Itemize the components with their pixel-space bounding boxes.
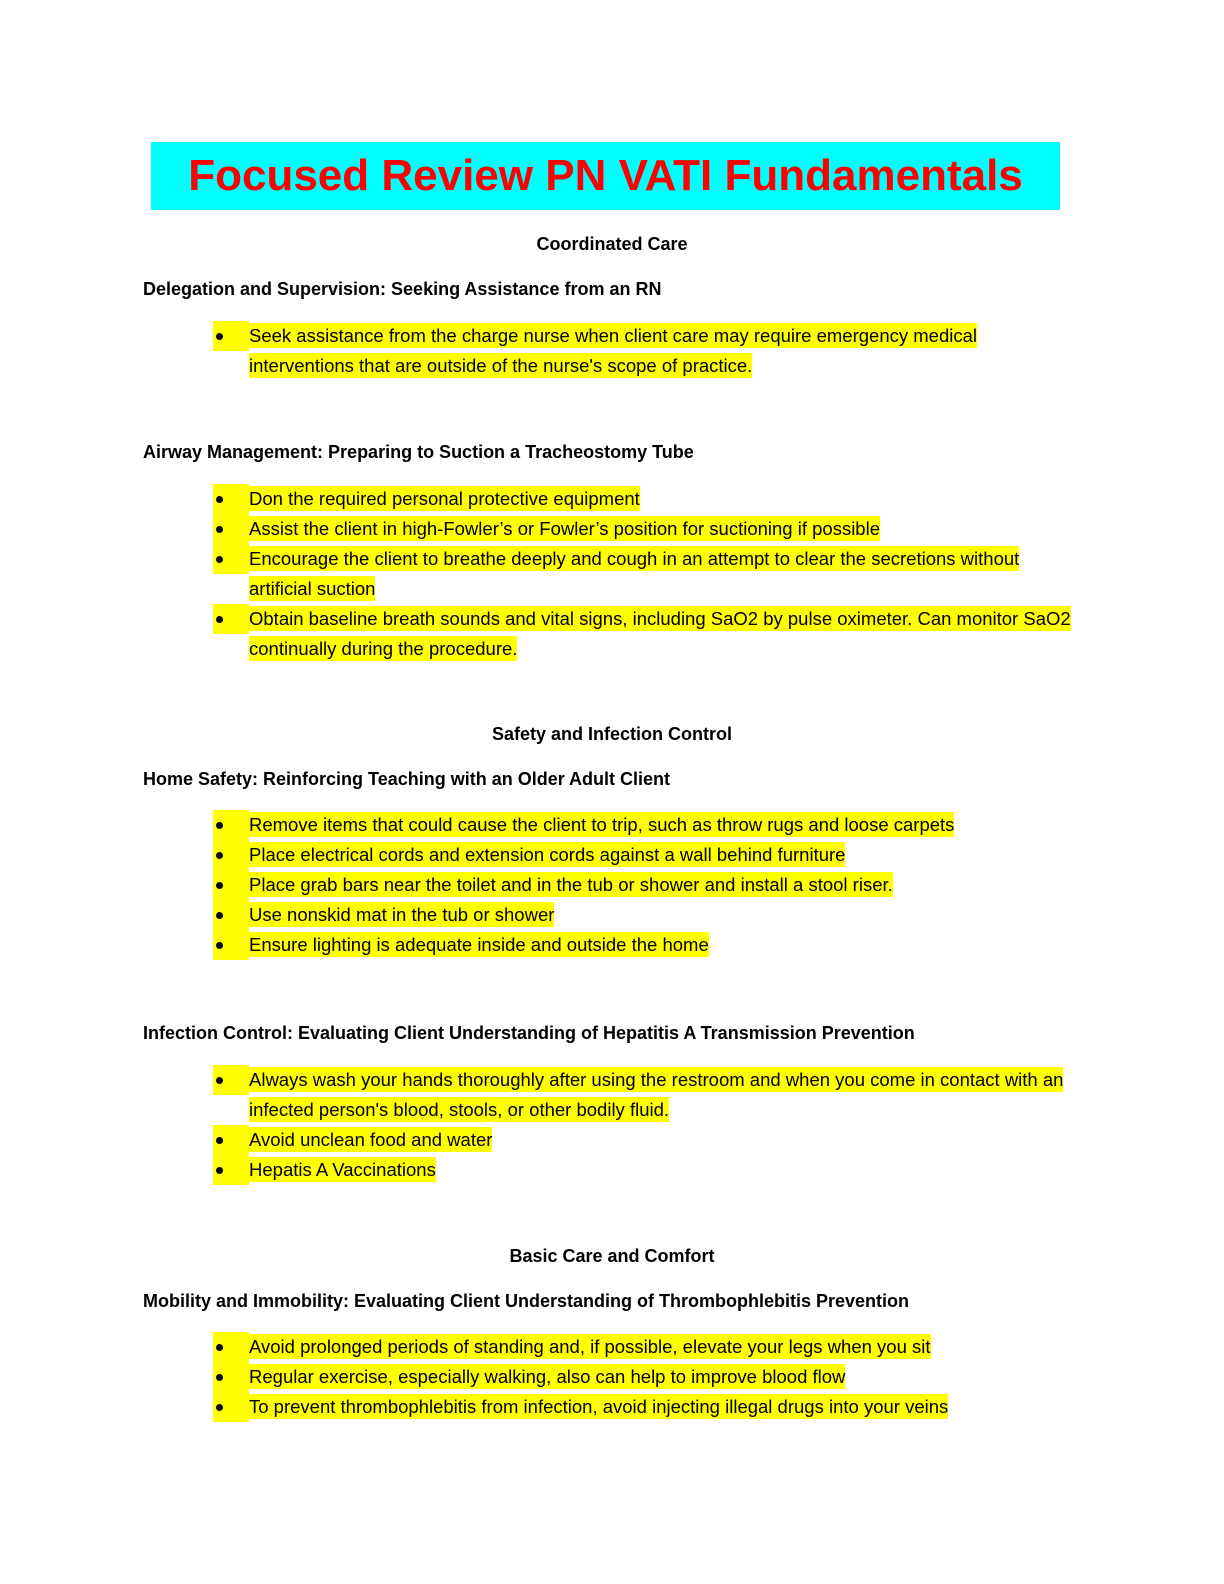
list-item: Place grab bars near the toilet and in the tub or shower and install a stool riser.	[213, 870, 1083, 900]
bullet-icon	[213, 544, 249, 574]
bullet-icon	[213, 810, 249, 840]
list-item: Don the required personal protective equipment	[213, 484, 1083, 514]
category-heading-basic-care: Basic Care and Comfort	[509, 1246, 715, 1266]
bullet-icon	[213, 1155, 249, 1185]
bullet-icon	[213, 514, 249, 544]
list-item: Obtain baseline breath sounds and vital signs, including SaO2 by pulse oximeter. Can monitor SaO2 continually during the procedure.	[213, 604, 1083, 664]
list-item: Avoid prolonged periods of standing and, if possible, elevate your legs when you sit	[213, 1332, 1083, 1362]
bullet-icon	[213, 900, 249, 930]
bullet-list-airway	[213, 484, 1083, 664]
category-heading-safety: Safety and Infection Control	[491, 724, 732, 744]
list-item: To prevent thrombophlebitis from infection, avoid injecting illegal drugs into your veins	[213, 1392, 1083, 1422]
bullet-icon	[213, 870, 249, 900]
list-item: Place electrical cords and extension cords against a wall behind furniture	[213, 840, 1083, 870]
bullet-icon	[213, 321, 249, 351]
bullet-icon	[213, 840, 249, 870]
list-item: Seek assistance from the charge nurse when client care may require emergency medical interventions that are outside of the nurse's scope of practice.	[213, 321, 1083, 381]
bullet-icon	[213, 1362, 249, 1392]
bullet-icon	[213, 1332, 249, 1362]
topic-heading-mobility: Mobility and Immobility: Evaluating Client Understanding of Thrombophlebitis Prevention	[143, 1291, 910, 1311]
topic-heading-home-safety: Home Safety: Reinforcing Teaching with an Older Adult Client	[143, 769, 671, 789]
list-item: Ensure lighting is adequate inside and outside the home	[213, 930, 1083, 960]
list-item: Avoid unclean food and water	[213, 1125, 1083, 1155]
bullet-icon	[213, 930, 249, 960]
bullet-icon	[213, 1125, 249, 1155]
bullet-list-mobility	[213, 1332, 1083, 1422]
list-item: Hepatis A Vaccinations	[213, 1155, 1083, 1185]
bullet-icon	[213, 604, 249, 634]
list-item: Encourage the client to breathe deeply and cough in an attempt to clear the secretions without artificial suction	[213, 544, 1083, 604]
bullet-icon	[213, 1392, 249, 1422]
topic-heading-delegation: Delegation and Supervision: Seeking Assistance from an RN	[143, 279, 662, 299]
list-item: Assist the client in high-Fowler’s or Fowler’s position for suctioning if possible	[213, 514, 1083, 544]
list-item: Regular exercise, especially walking, also can help to improve blood flow	[213, 1362, 1083, 1392]
list-item: Use nonskid mat in the tub or shower	[213, 900, 1083, 930]
bullet-list-home-safety	[213, 810, 1083, 960]
bullet-list-infection-control	[213, 1065, 1083, 1185]
topic-heading-airway: Airway Management: Preparing to Suction a Tracheostomy Tube	[143, 442, 694, 462]
bullet-icon	[213, 484, 249, 514]
topic-heading-infection-control: Infection Control: Evaluating Client Understanding of Hepatitis A Transmission Prevention	[143, 1023, 915, 1043]
category-heading-coordinated-care: Coordinated Care	[536, 234, 688, 254]
list-item: Remove items that could cause the client to trip, such as throw rugs and loose carpets	[213, 810, 1083, 840]
bullet-list-delegation	[213, 321, 1083, 381]
list-item: Always wash your hands thoroughly after using the restroom and when you come in contact with an infected person's blood, stools, or other bodily fluid.	[213, 1065, 1083, 1125]
document-title: Focused Review PN VATI Fundamentals	[151, 142, 1060, 210]
bullet-icon	[213, 1065, 249, 1095]
